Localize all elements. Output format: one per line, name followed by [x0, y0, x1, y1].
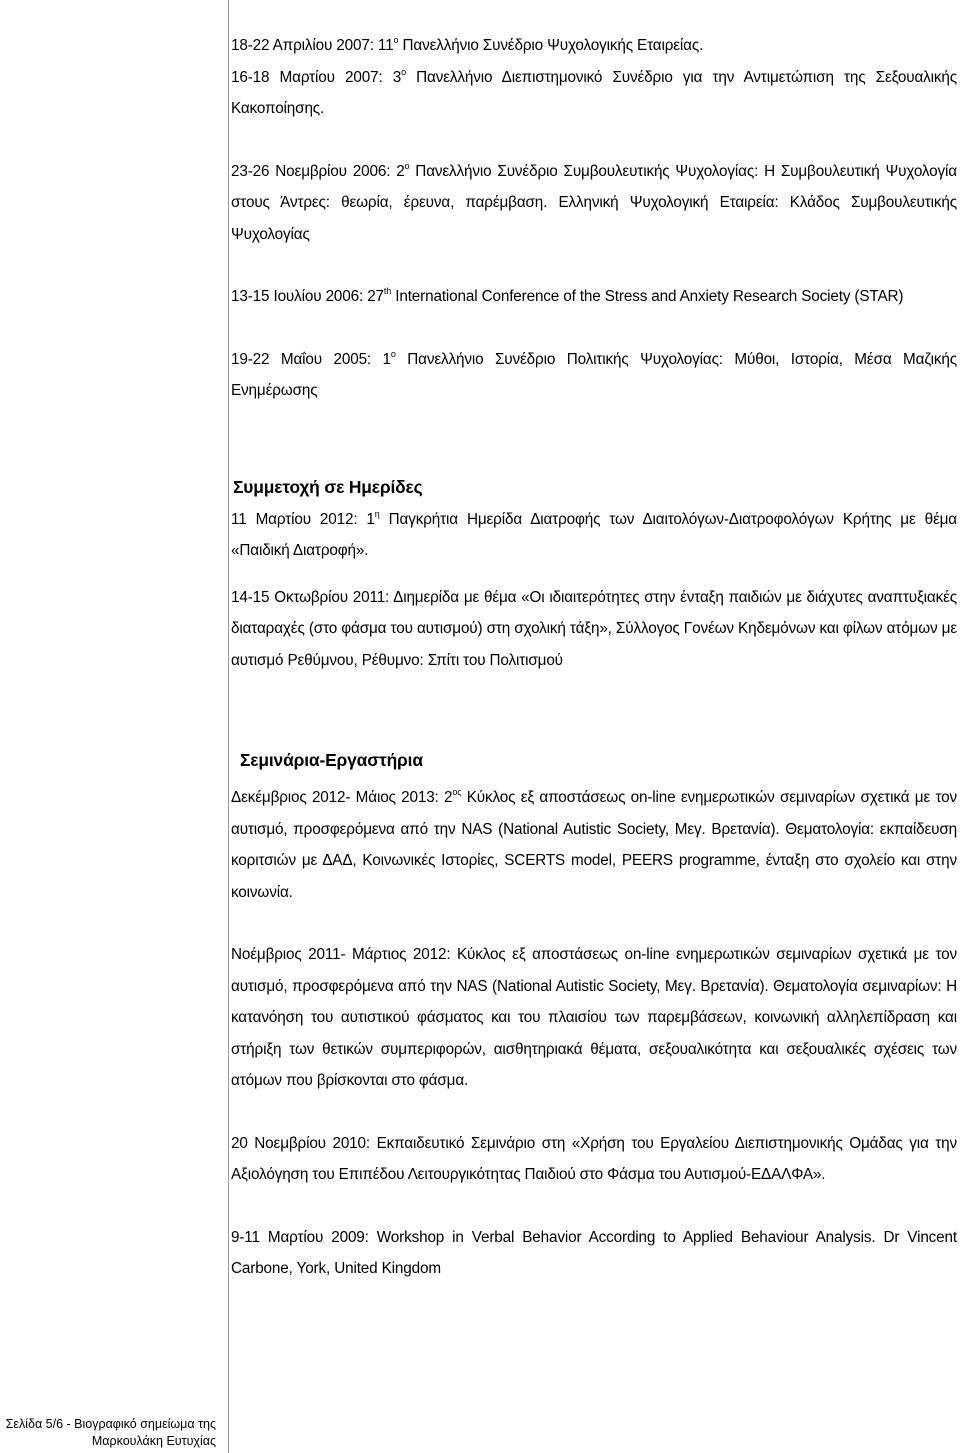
footer-author: Μαρκουλάκη Ευτυχίας	[91, 1434, 216, 1448]
section-heading: Συμμετοχή σε Ημερίδες	[233, 476, 423, 497]
section-heading: Σεμινάρια-Εργαστήρια	[240, 750, 423, 770]
list-item: 14-15 Οκτωβρίου 2011: Διημερίδα με θέμα «Οι ιδιαιτερότητες στην ένταξη παιδιών με διάχυτες αναπτυξιακές διαταραχές (στο φάσμα του αυτισμού) στη σχολική τάξη», Σύλλογος Γονέων Κηδεμόνων και φίλων ατόμων με αυτισμό Ρεθύμνου, Ρέθυμνο: Σπίτι του Πολιτισμού	[231, 588, 957, 669]
list-item: 13-15 Ιουλίου 2006: 27th International Conference of the Stress and Anxiety Research Society (STAR)	[231, 286, 904, 305]
page-footer	[0, 1416, 216, 1450]
list-item: 11 Μαρτίου 2012: $1^\eta$ Παγκρήτια Ημερίδα Διατροφής των Διαιτολόγων-Διατροφολόγων Κρήτης με θέμα «Παιδική Διατροφή».	[231, 508, 957, 559]
footer-page-info: Σελίδα 5/6 - Βιογραφικό σημείωμα της	[5, 1417, 216, 1431]
list-item: Δεκέμβριος 2012- Μάιος 2013: $2^{o\varsigma}$ Κύκλος εξ αποστάσεως on-line ενημερωτικών σεμιναρίων σχετικά με τον αυτισμό, προσφερόμενα από την NAS (National Autistic Society, Μεγ. Βρετανία). Θεματολογία: εκπαίδευση κοριτσιών με ΔΑΔ, Κοινωνικές Ιστορίες, SCERTS model, PEERS programme, ένταξη στο σχολείο και στην κοινωνία.	[231, 787, 957, 901]
list-item: 9-11 Μαρτίου 2009: Workshop in Verbal Behavior According to Applied Behaviour Analysis. Dr Vincent Carbone, York, United Kingdom	[231, 1228, 957, 1277]
list-item: 16-18 Μαρτίου 2007: $3^o$ Πανελλήνιο Διεπιστημονικό Συνέδριο για την Αντιμετώπιση της Σεξουαλικής Κακοποίησης.	[231, 66, 957, 117]
list-item: 23-26 Νοεμβρίου 2006: $2^o$ Πανελλήνιο Συνέδριο Συμβουλευτικής Ψυχολογίας: Η Συμβουλευτική Ψυχολογία στους Άντρες: θεωρία, έρευνα, παρέμβαση. Ελληνική Ψυχολογική Εταιρεία: Κλάδος Συμβουλευτικής Ψυχολογίας	[231, 160, 957, 243]
page-margin-line	[228, 0, 229, 1453]
list-item: Νοέμβριος 2011- Μάρτιος 2012: Κύκλος εξ αποστάσεως on-line ενημερωτικών σεμιναρίων σχετικά με τον αυτισμό, προσφερόμενα από την NAS (National Autistic Society, Μεγ. Βρετανία). Θεματολογία σεμιναρίων: Η κατανόηση του αυτιστικού φάσματος και του πλαισίου των παρεμβάσεων, κοινωνική αλληλεπίδραση και στήριξη των θετικών συμπεριφορών, αισθητηριακά θέματα, σεξουαλικότητα και σεξουαλικές σχέσεις των ατόμων που βρίσκονται στο φάσμα.	[231, 946, 957, 1089]
list-item: 20 Νοεμβρίου 2010: Εκπαιδευτικό Σεμινάριο στη «Χρήση του Εργαλείου Διεπιστημονικής Ομάδας για την Αξιολόγηση του Επιπέδου Λειτουργικότητας Παιδιού στο Φάσμα του Αυτισμού-ΕΔΑΛΦΑ».	[231, 1134, 957, 1183]
list-item: 18-22 Απριλίου 2007: $11^o$ Πανελλήνιο Συνέδριο Ψυχολογικής Εταιρείας.	[231, 35, 704, 54]
document-body	[231, 30, 957, 1285]
list-item: 19-22 Μαΐου 2005: $1^o$ Πανελλήνιο Συνέδριο Πολιτικής Ψυχολογίας: Μύθοι, Ιστορία, Μέσα Μαζικής Ενημέρωσης	[231, 348, 957, 399]
